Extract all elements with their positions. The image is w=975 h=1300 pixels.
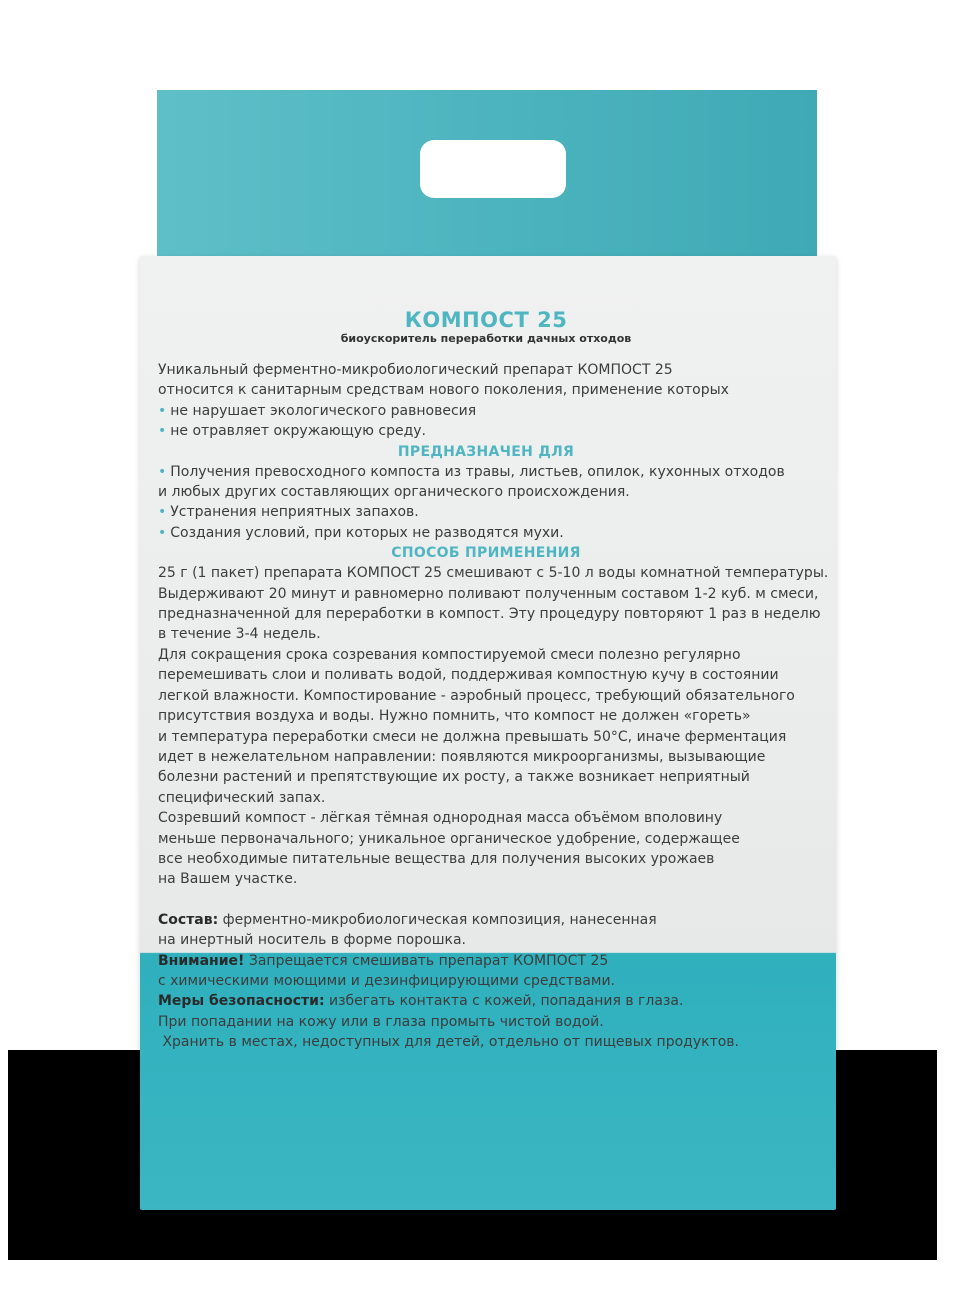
safety-label: Меры безопасности: xyxy=(158,993,325,1010)
safety-line-3: Хранить в местах, недоступных для детей, отдельно от пищевых продуктов. xyxy=(158,1034,740,1051)
usage-line: на Вашем участке. xyxy=(158,871,298,888)
usage-line: все необходимые питательные вещества для получения высоких урожаев xyxy=(158,850,715,867)
hang-hole-top xyxy=(472,142,516,186)
intro-bullet xyxy=(158,401,830,421)
bullet-icon: • xyxy=(158,463,167,480)
usage-line: присутствия воздуха и воды. Нужно помнить, что компост не должен «гореть» xyxy=(158,708,751,725)
bullet-icon: • xyxy=(158,402,167,419)
usage-line: специфический запах. xyxy=(158,789,326,806)
intro-bullet xyxy=(158,421,830,441)
usage-line: и температура переработки смеси не должна превышать 50°С, иначе ферментация xyxy=(158,728,787,745)
warning-text: Запрещается смешивать препарат КОМПОСТ 25 xyxy=(244,952,609,969)
usage-line: предназначенной для переработки в компост. Эту процедуру повторяют 1 раз в неделю xyxy=(158,606,821,623)
composition-label: Состав: xyxy=(158,911,219,928)
section-heading-usage: СПОСОБ ПРИМЕНЕНИЯ xyxy=(391,545,581,562)
usage-line: болезни растений и препятствующие их росту, а также возникает неприятный xyxy=(158,769,750,786)
intro-bullet-text: не отравляет окружающую среду. xyxy=(170,423,426,440)
usage-line: Выдерживают 20 минут и равномерно поливают полученным составом 1-2 куб. м смеси, xyxy=(158,585,819,602)
purpose-item-text: Получения превосходного компоста из травы, листьев, опилок, кухонных отходов xyxy=(170,463,785,480)
spacer xyxy=(158,890,830,910)
warning-label: Внимание! xyxy=(158,952,245,969)
package-text xyxy=(158,308,830,1053)
purpose-item xyxy=(158,462,830,482)
usage-line: Созревший компост - лёгкая тёмная однородная масса объёмом вполовину xyxy=(158,810,723,827)
usage-line: в течение 3-4 недель. xyxy=(158,626,321,643)
composition-line xyxy=(158,910,830,930)
intro-line: относится к санитарным средствам нового поколения, применение которых xyxy=(158,382,729,399)
usage-line: легкой влажности. Компостирование - аэробный процесс, требующий обязательного xyxy=(158,687,795,704)
usage-line: Для сокращения срока созревания компостируемой смеси полезно регулярно xyxy=(158,646,741,663)
usage-line: идет в нежелательном направлении: появляются микроорганизмы, вызывающие xyxy=(158,748,766,765)
usage-line: меньше первоначального; уникальное органическое удобрение, содержащее xyxy=(158,830,740,847)
composition-text: ферментно-микробиологическая композиция, нанесенная xyxy=(218,911,657,928)
warning-line xyxy=(158,951,830,971)
warning-line-2: с химическими моющими и дезинфицирующими средствами. xyxy=(158,972,616,989)
section-heading-purpose: ПРЕДНАЗНАЧЕН ДЛЯ xyxy=(397,443,575,460)
safety-line xyxy=(158,991,830,1011)
purpose-item-text: Создания условий, при которых не разводятся мухи. xyxy=(170,524,564,541)
purpose-item xyxy=(158,502,830,522)
usage-line: перемешивать слои и поливать водой, поддерживая компостную кучу в состоянии xyxy=(158,667,779,684)
purpose-item xyxy=(158,523,830,543)
usage-line: 25 г (1 пакет) препарата КОМПОСТ 25 смешивают с 5-10 л воды комнатной температуры. xyxy=(158,565,829,582)
intro-bullet-text: не нарушает экологического равновесия xyxy=(170,402,477,419)
composition-line-2: на инертный носитель в форме порошка. xyxy=(158,932,466,949)
bullet-icon: • xyxy=(158,504,167,521)
bullet-icon: • xyxy=(158,423,167,440)
purpose-item-continuation: и любых других составляющих органического происхождения. xyxy=(158,484,630,501)
safety-text: избегать контакта с кожей, попадания в глаза. xyxy=(324,993,684,1010)
product-subtitle: биоускоритель переработки дачных отходов xyxy=(340,332,632,345)
product-title: КОМПОСТ 25 xyxy=(404,308,568,332)
intro-line: Уникальный ферментно-микробиологический препарат КОМПОСТ 25 xyxy=(158,362,673,378)
purpose-item-text: Устранения неприятных запахов. xyxy=(170,504,419,521)
bullet-icon: • xyxy=(158,524,167,541)
safety-line-2: При попадании на кожу или в глаза промыть чистой водой. xyxy=(158,1013,604,1030)
